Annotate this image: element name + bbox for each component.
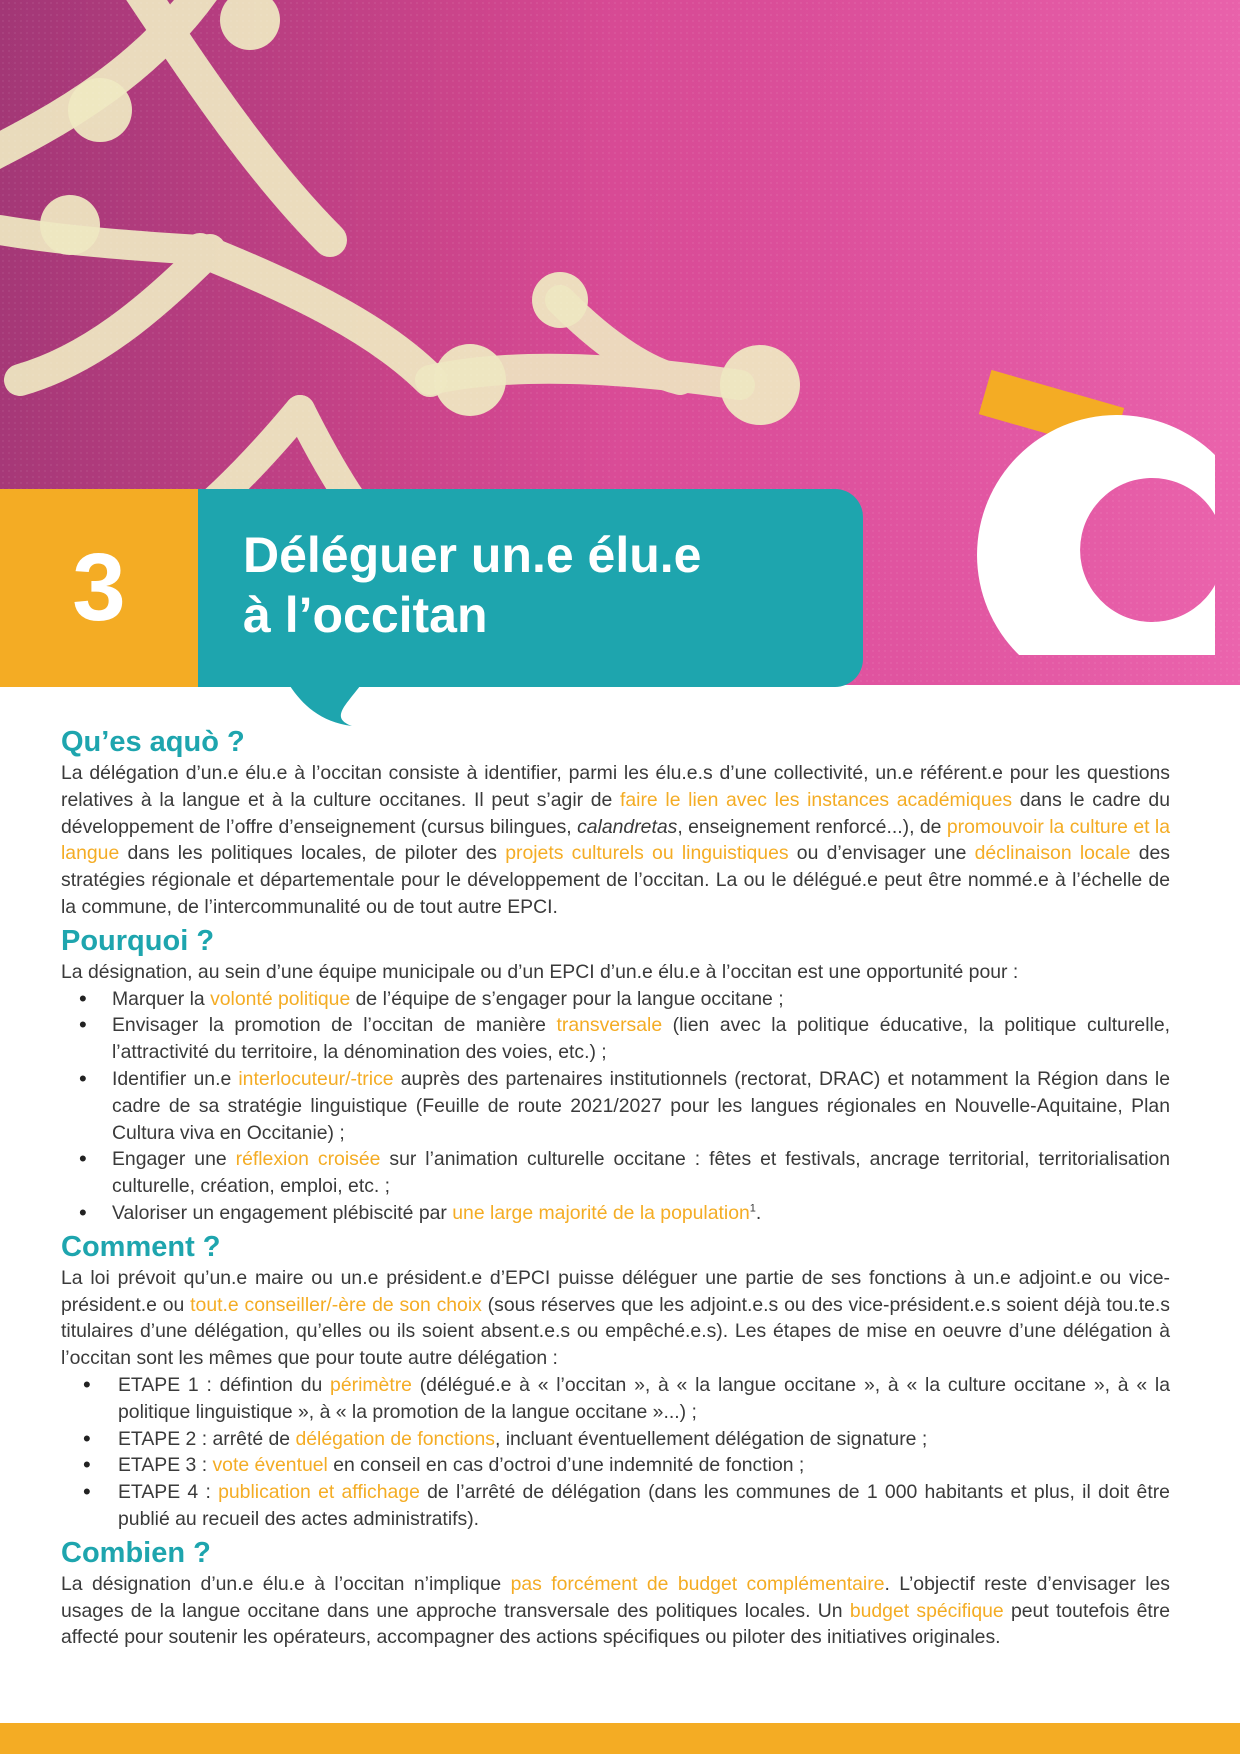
section-number: 3 <box>72 534 126 641</box>
paragraph-what: La délégation d’un.e élu.e à l’occitan consiste à identifier, parmi les élu.e.s d’une collectivité, un.e référent.e pour les questions relatives à la langue et à la culture occitanes. Il peut s’agir de faire le lien avec les instances académiques dans le cadre du développement de l’offre d’enseignement (cursus bilingues, calandretas, enseignement renforcé...), de promouvoir la culture et la langue dans les politiques locales, de piloter des projets culturels ou linguistiques ou d’envisager une déclinaison locale des stratégies régionale et départementale pour le développement de l’occitan. La ou le délégué.e peut être nommé.e à l’échelle de la commune, de l’intercommunalité ou de tout autre EPCI. <box>61 762 1170 918</box>
list-item: • ETAPE 4 : publication et affichage de l’arrêté de délégation (dans les communes de 1 000 habitants et plus, il doit être publié au recueil des actes administratifs). <box>61 1479 1170 1533</box>
list-item: • Marquer la volonté politique de l’équipe de s’engager pour la langue occitane ; <box>61 986 1170 1013</box>
list-item: • Identifier un.e interlocuteur/-trice auprès des partenaires institutionnels (rectorat, DRAC) et notamment la Région dans le cadre de sa stratégie linguistique (Feuille de route 2021/2027 pour les langues régionales en Nouvelle-Aquitaine, Plan Cultura viva en Occitanie) ; <box>61 1066 1170 1146</box>
main-content <box>61 724 1170 1651</box>
heading-what: Qu’es aquò ? <box>61 726 245 758</box>
footnote-ref: 1 <box>749 1202 756 1215</box>
speech-bubble-tail <box>290 686 360 726</box>
paragraph-cost: La désignation d’un.e élu.e à l’occitan n’implique pas forcément de budget complémentaire. L’objectif reste d’envisager les usages de la langue occitane dans une approche transversale des politiques locales. Un budget spécifique peut toutefois être affecté pour soutenir les opérateurs, accompagner des actions spécifiques ou piloter des initiatives originales. <box>61 1572 1170 1649</box>
page-title-line1: Déléguer un.e élu.e <box>243 527 702 583</box>
page-title-line2: à l’occitan <box>243 587 488 643</box>
page-title <box>243 525 701 645</box>
list-item: • Engager une réflexion croisée sur l’animation culturelle occitane : fêtes et festivals, ancrage territorial, territorialisation culturelle, création, emploi, etc. ; <box>61 1146 1170 1200</box>
heading-cost: Combien ? <box>61 1536 211 1569</box>
paragraph-why-intro: La désignation, au sein d’une équipe municipale ou d’un EPCI d’un.e élu.e à l’occitan est une opportunité pour : <box>61 960 1019 983</box>
list-item: • ETAPE 1 : défintion du périmètre (délégué.e à « l’occitan », à « la langue occitane », à « la culture occitane », à « la politique linguistique », à « la promotion de la langue occitane »...) ; <box>61 1372 1170 1426</box>
list-item: • Valoriser un engagement plébiscité par une large majorité de la population$^1$. <box>61 1200 1170 1227</box>
heading-how: Comment ? <box>61 1230 221 1263</box>
heading-why: Pourquoi ? <box>61 924 215 957</box>
steps-list <box>61 1372 1170 1533</box>
occitan-o-grave-logo <box>975 365 1215 655</box>
list-item: • ETAPE 2 : arrêté de délégation de fonctions, incluant éventuellement délégation de signature ; <box>61 1426 1170 1453</box>
title-bubble <box>198 489 863 687</box>
list-item: • Envisager la promotion de l’occitan de manière transversale (lien avec la politique éducative, la politique culturelle, l’attractivité du territoire, la dénomination des voies, etc.) ; <box>61 1012 1170 1066</box>
bottom-bar <box>0 1723 1240 1754</box>
why-list <box>61 986 1170 1227</box>
paragraph-how: La loi prévoit qu’un.e maire ou un.e président.e d’EPCI puisse déléguer une partie de ses fonctions à un.e adjoint.e ou vice-président.e ou tout.e conseiller/-ère de son choix (sous réserves que les adjoint.e.s ou des vice-président.e.s soient déjà tou.te.s titulaires d’une délégation, qu’elles ou ils soient absent.e.s ou empêché.e.s). Les étapes de mise en oeuvre d’une délégation à l’occitan sont les mêmes que pour toute autre délégation : <box>61 1266 1170 1370</box>
section-number-block <box>0 489 198 687</box>
list-item: • ETAPE 3 : vote éventuel en conseil en cas d’octroi d’une indemnité de fonction ; <box>61 1452 1170 1479</box>
